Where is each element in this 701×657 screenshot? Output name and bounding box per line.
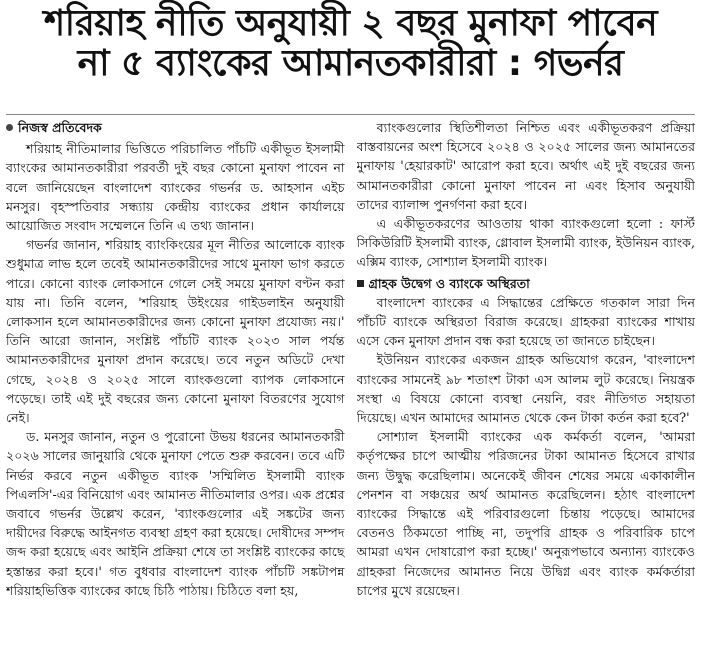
paragraph: শরিয়াহ নীতিমালার ভিত্তিতে পরিচালিত পাঁচটি একীভূত ইসলামী ব্যাংকের আমানতকারীরা পরবর্তী দুই বছর কোনো মুনাফা পাবেন না বলে জানিয়েছেন বাংলাদেশ ব্যাংকের গভর্নর ড. আহসান এইচ মনসুর। বৃহস্পতিবার সন্ধ্যায় কেন্দ্রীয় ব্যাংকের প্রধান কার্যালয়ে আয়োজিত সংবাদ সম্মেলনে তিনি এ তথ্য জানান।	[6, 141, 345, 234]
headline	[0, 4, 701, 85]
bullet-icon	[6, 124, 13, 131]
paragraph: ইউনিয়ন ব্যাংকের একজন গ্রাহক অভিযোগ করেন, 'বাংলাদেশ ব্যাংকের সামনেই ৯৮ শতাংশ টাকা এস আলম লুট করেছে। নিয়ন্ত্রক সংস্থা এ বিষয়ে কোনো ব্যবস্থা নেয়নি, বরং নীতিগত সহায়তা দিয়েছে। এখন আমাদের আমানত থেকে কেন টাকা কর্তন করা হবে?'	[356, 352, 695, 426]
byline	[6, 118, 345, 137]
paragraph: ড. মনসুর জানান, নতুন ও পুরোনো উভয় ধরনের আমানতকারী ২০২৬ সালের জানুয়ারি থেকে মুনাফা পেতে শুরু করবেন। তবে এটি নির্ভর করবে নতুন একীভূত ব্যাংক 'সম্মিলিত ইসলামী ব্যাংক পিএলসি'-এর বিনিয়োগ এবং আমানত নীতিমালার ওপর। এক প্রশ্নের জবাবে গভর্নর উল্লেখ করেন, 'ব্যাংকগুলোর এই সঙ্কটের জন্য দায়ীদের বিরুদ্ধে আইনগত ব্যবস্থা গ্রহণ করা হয়েছে। দোষীদের সম্পদ জব্দ করা হয়েছে এবং আইনি প্রক্রিয়া শেষে তা সংশ্লিষ্ট ব্যাংকের কাছে হস্তান্তর করা হবে।' গত বুধবার বাংলাদেশ ব্যাংক পাঁচটি সঙ্কটাপন্ন শরিয়াহভিত্তিক ব্যাংকের কাছে চিঠি পাঠায়। চিঠিতে বলা হয়,	[6, 429, 345, 598]
headline-line-1: শরিয়াহ নীতি অনুযায়ী ২ বছর মুনাফা পাবেন	[43, 3, 658, 44]
left-column	[6, 118, 345, 653]
paragraph: ব্যাংকগুলোর স্থিতিশীলতা নিশ্চিত এবং একীভূতকরণ প্রক্রিয়া বাস্তবায়নের অংশ হিসেবে ২০২৪ ও ২০২৫ সালের জন্য আমানতের মুনাফায় 'হেয়ারকাট' আরোপ করা হবে। অর্থাৎ এই দুই বছরের জন্য আমানতকারীরা কোনো মুনাফা পাবেন না এবং হিসাব অনুযায়ী তাদের ব্যালান্স পুনর্গণনা করা হবে।	[356, 120, 695, 212]
right-column	[357, 118, 696, 653]
byline-text: নিজস্ব প্রতিবেদক	[18, 120, 102, 135]
paragraph: সোশ্যাল ইসলামী ব্যাংকের এক কর্মকর্তা বলেন, 'আমরা কর্তৃপক্ষের চাপে আত্মীয় পরিজনের টাকা আমানত হিসেবে রাখার জন্য উদ্বুদ্ধ করেছিলাম। অনেকেই জীবন শেষের সময়ে একাকালীন পেনশন বা সঞ্চয়ের অর্থ আমানত করেছিলেন। হঠাৎ বাংলাদেশ ব্যাংকের সিদ্ধান্তে এই পরিবারগুলো চিন্তায় পড়েছে। আমাদের বেতনও ঠিকমতো পাচ্ছি না, তদুপরি গ্রাহক ও পরিবারিক চাপে আমরা এখন দোষারোপ করা হচ্ছে।' অনুরূপভাবে অন্যান্য ব্যাংকেও গ্রাহকরা নিজেদের আমানত নিয়ে উদ্বিগ্ন এবং ব্যাংক কর্মকর্তারা চাপের মুখে রয়েছেন।	[356, 429, 695, 598]
paragraph: গভর্নর জানান, শরিয়াহ ব্যাংকিংয়ের মূল নীতির আলোকে ব্যাংক শুধুমাত্র লাভ হলে তবেই আমানতকারীদের সাথে মুনাফা ভাগ করতে পারে। কোনো ব্যাংক লোকসানে গেলে সেই সময়ে মুনাফা বণ্টন করা যায় না। তিনি বলেন, 'শরিয়াহ উইংয়ের গাইডলাইন অনুযায়ী লোকসান হলে আমানতকারীদের জন্য কোনো মুনাফা প্রযোজ্য নয়।' তিনি আরো জানান, সংশ্লিষ্ট পাঁচটি ব্যাংক ২০২৩ সাল পর্যন্ত আমানতকারীদের মুনাফা প্রদান করেছে। তবে নতুন অডিটে দেখা গেছে, ২০২৪ ও ২০২৫ সালে ব্যাংকগুলো ব্যাপক লোকসানে পড়েছে। তাই এই দুই বছরের জন্য কোনো মুনাফা বিতরণের সুযোগ নেই।	[6, 237, 345, 426]
article-body	[6, 118, 695, 653]
paragraph: বাংলাদেশ ব্যাংকের এ সিদ্ধান্তের প্রেক্ষিতে গতকাল সারা দিন পাঁচটি ব্যাংকে অস্থিরতা বিরাজ করেছে। গ্রাহকরা ব্যাংকের শাখায় এসে কেন মুনাফা প্রদান বন্ধ করা হয়েছে তা জানতে চাইছেন।	[356, 294, 695, 349]
paragraph: এ একীভূতকরণের আওতায় থাকা ব্যাংকগুলো হলো : ফার্স্ট সিকিউরিটি ইসলামী ব্যাংক, গ্লোবাল ইসলামী ব্যাংক, ইউনিয়ন ব্যাংক, এক্সিম ব্যাংক, সোশ্যাল ইসলামী ব্যাংক।	[356, 216, 695, 270]
square-bullet-icon	[357, 280, 364, 287]
divider	[6, 114, 695, 115]
headline-line-2: না ৫ ব্যাংকের আমানতকারীরা : গভর্নর	[77, 43, 624, 85]
subheading-text: গ্রাহক উদ্বেগ ও ব্যাংকে অস্থিরতা	[368, 275, 530, 291]
subheading	[357, 274, 696, 293]
